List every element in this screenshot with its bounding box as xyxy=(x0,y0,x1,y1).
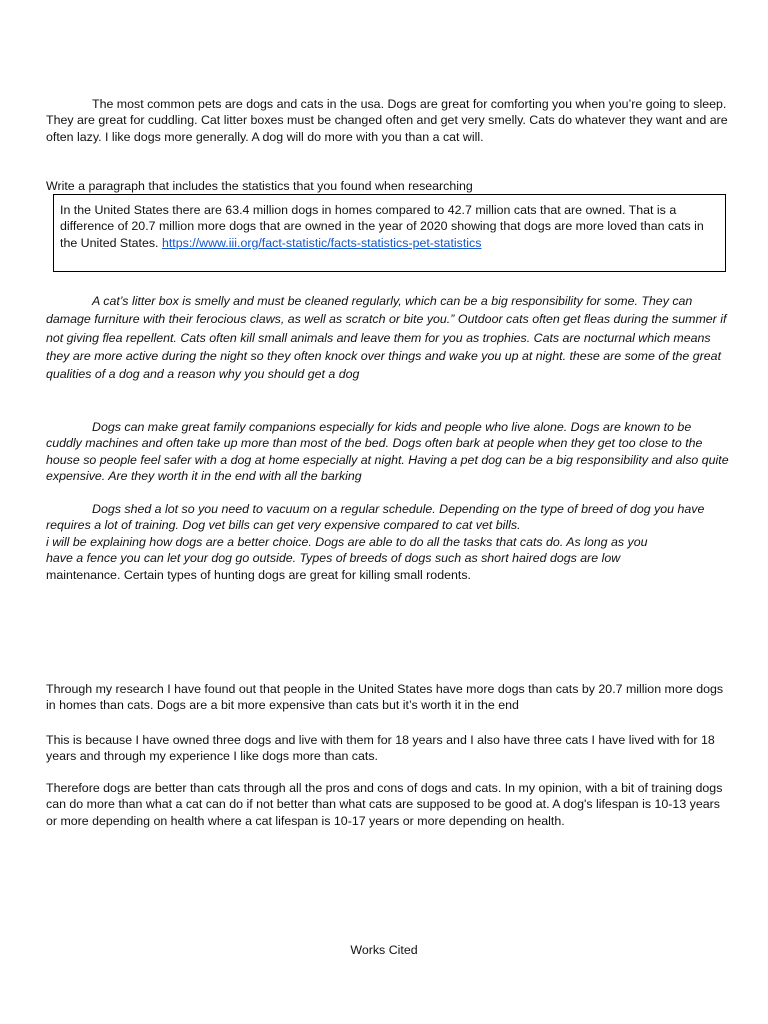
dogs-companions-paragraph: Dogs can make great family companions especially for kids and people who live alone. Dogs are known to be cuddly machines and often take up more than most of the bed. Dogs often bark at people when they get too close to the house so people feel safer with a dog at home especially at night. Having a pet dog can be a big responsibility and also quite expensive. Are they worth it in the end with all the barking xyxy=(46,420,729,483)
explaining-line-3: maintenance. Certain types of hunting dogs are great for killing small rodents. xyxy=(46,567,471,582)
research-paragraph: Through my research I have found out that people in the United States have more dogs than cats by 20.7 million more dogs in homes than cats. Dogs are a bit more expensive than cats but it’s worth it in the end xyxy=(46,682,724,713)
explaining-line-2: have a fence you can let your dog go outside. Types of breeds of dogs such as short haired dogs are low xyxy=(46,551,621,566)
explaining-paragraph xyxy=(46,534,730,583)
statistics-source-link[interactable]: https://www.iii.org/fact-statistic/facts-statistics-pet-statistics xyxy=(161,235,482,250)
works-cited-heading: Works Cited xyxy=(350,943,418,957)
intro-paragraph: The most common pets are dogs and cats in the usa. Dogs are great for comforting you when you’re going to sleep. They are great for cuddling. Cat litter boxes must be changed often and get very smelly. Cats do whatever they want and are often lazy. I like dogs more generally. A dog will do more with you than a cat will. xyxy=(46,97,728,144)
experience-paragraph: This is because I have owned three dogs and live with them for 18 years and I also have three cats I have lived with for 18 years and through my experience I like dogs more than cats. xyxy=(46,733,715,764)
dogs-shed-paragraph: Dogs shed a lot so you need to vacuum on a regular schedule. Depending on the type of breed of dog you have requires a lot of training. Dog vet bills can get very expensive compared to cat vet bills. xyxy=(46,502,705,533)
explaining-line-1: i will be explaining how dogs are a better choice. Dogs are able to do all the tasks that cats do. As long as you xyxy=(46,535,648,549)
statistics-text: In the United States there are 63.4 million dogs in homes compared to 42.7 million cats that are owned. That is a difference of 20.7 million more dogs that are owned in the year of 2020 showing that dogs are more loved than cats in the United States. xyxy=(60,203,704,250)
research-prompt: Write a paragraph that includes the statistics that you found when researching xyxy=(46,179,473,193)
conclusion-paragraph: Therefore dogs are better than cats through all the pros and cons of dogs and cats. In my opinion, with a bit of training dogs can do more than what a cat can do if not better than what cats are supposed to be good at. A dog's lifespan is 10-13 years or more depending on health where a cat lifespan is 10-17 years or more depending on health. xyxy=(46,781,723,828)
cats-paragraph: A cat’s litter box is smelly and must be cleaned regularly, which can be a big responsibility for some. They can damage furniture with their ferocious claws, as well as scratch or bite you.” Outdoor cats often get fleas during the summer if not giving flea repellent. Cats often kill small animals and leave them for you as trophies. Cats are nocturnal which means they are more active during the night so they often knock over things and wake you up at night. these are some of the great qualities of a dog and a reason why you should get a dog xyxy=(46,294,727,382)
statistics-box xyxy=(53,194,726,272)
